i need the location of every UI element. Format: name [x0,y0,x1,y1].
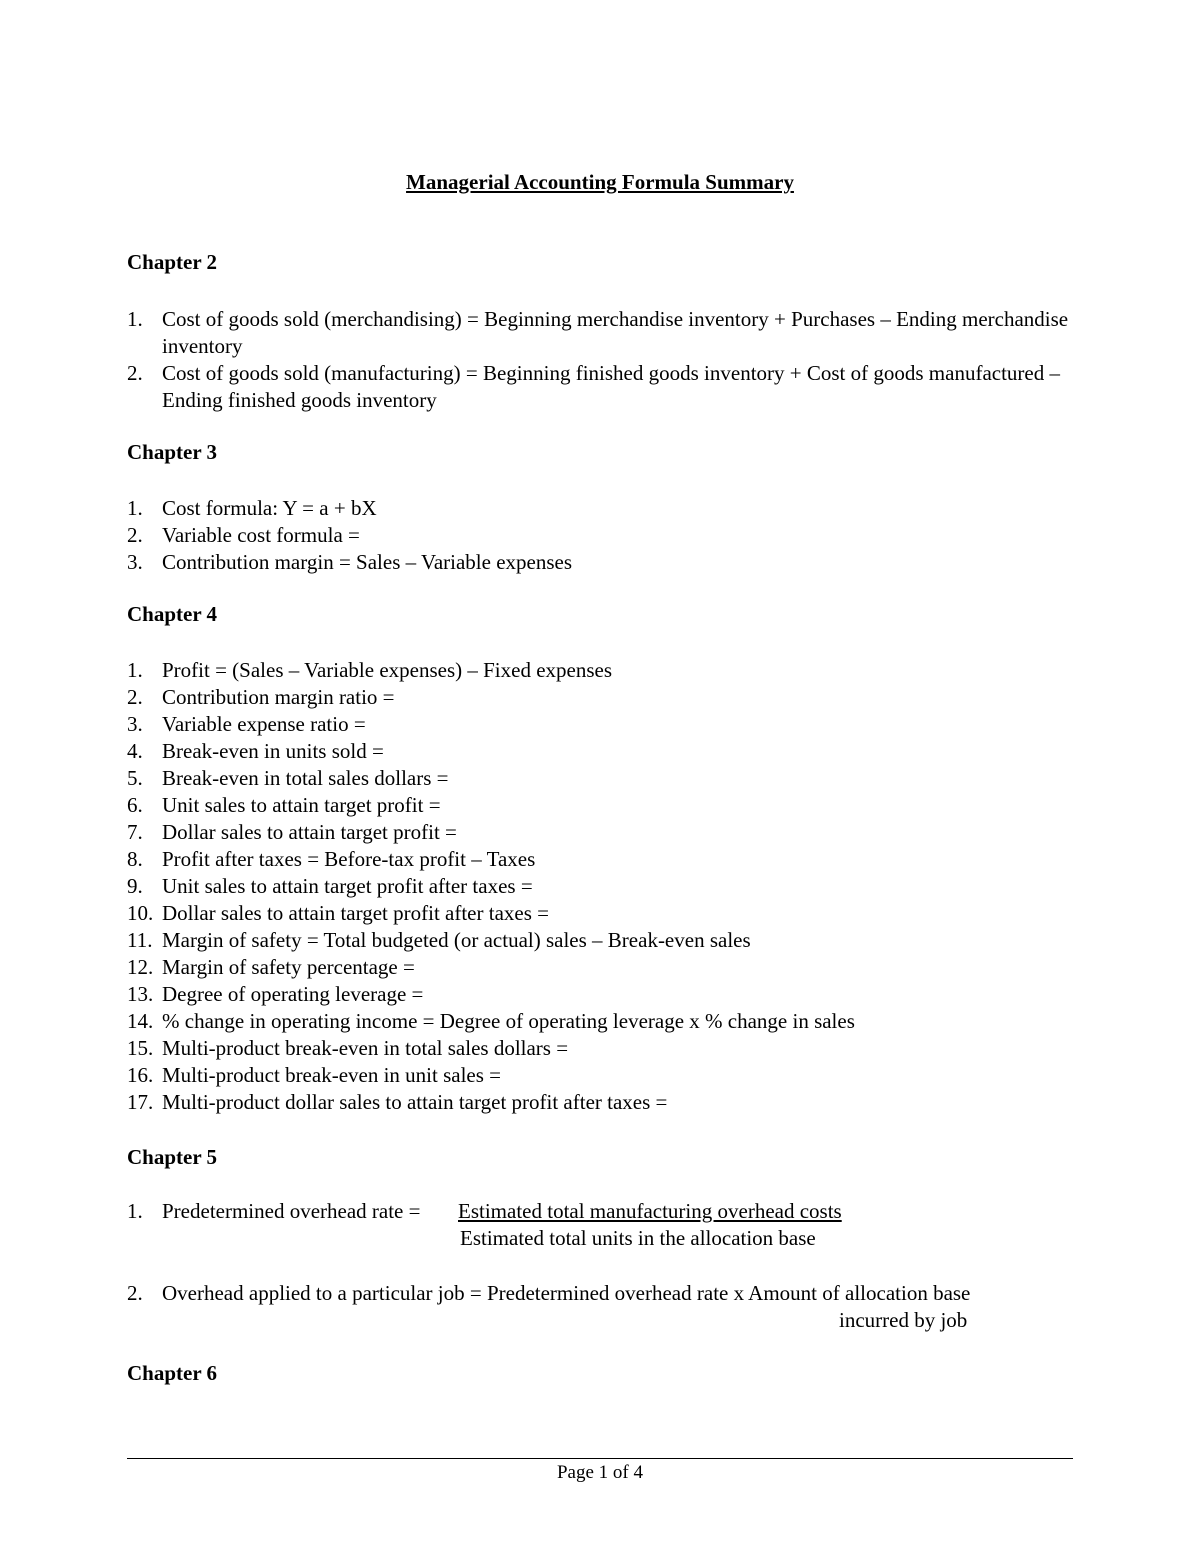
item-text: Multi-product dollar sales to attain target profit after taxes = [162,1090,668,1114]
list-item [127,1089,1077,1116]
item-text: Contribution margin = Sales – Variable expenses [162,550,573,574]
chapter-4-list [127,657,1077,1116]
list-item [127,657,1077,684]
chapter-5-heading: Chapter 5 [127,1145,218,1169]
item-number: 13. [127,982,154,1006]
list-item [127,495,1077,522]
list-item [127,1035,1077,1062]
footer-divider [127,1458,1073,1459]
item-text: Profit = (Sales – Variable expenses) – Fixed expenses [162,658,613,682]
item-number: 3. [127,550,143,574]
item-text: Unit sales to attain target profit after taxes = [162,874,533,898]
chapter-2-heading: Chapter 2 [127,250,218,274]
page-number: Page 1 of 4 [556,1462,643,1483]
item-number: 12. [127,955,154,979]
item-text: Margin of safety percentage = [162,955,415,979]
item-text: % change in operating income = Degree of operating leverage x % change in sales [162,1009,855,1033]
list-item [127,306,1077,360]
item-number: 1. [127,1199,143,1223]
chapter-6-heading: Chapter 6 [127,1361,218,1385]
formula-denominator: Estimated total units in the allocation base [460,1226,816,1250]
item-number: 14. [127,1009,154,1033]
list-item [127,954,1077,981]
formula-continuation: incurred by job [839,1308,968,1332]
item-number: 1. [127,496,143,520]
item-text: Contribution margin ratio = [162,685,395,709]
item-number: 5. [127,766,143,790]
item-text: Break-even in total sales dollars = [162,766,449,790]
item-text: Multi-product break-even in total sales dollars = [162,1036,569,1060]
item-number: 3. [127,712,143,736]
item-number: 7. [127,820,143,844]
list-item [127,711,1077,738]
item-text: Degree of operating leverage = [162,982,424,1006]
item-number: 10. [127,901,154,925]
item-number: 1. [127,658,143,682]
item-text: Variable expense ratio = [162,712,366,736]
list-item [127,819,1077,846]
item-text: Margin of safety = Total budgeted (or actual) sales – Break-even sales [162,928,751,952]
item-text: Multi-product break-even in unit sales = [162,1063,502,1087]
list-item [127,1008,1077,1035]
item-text: Dollar sales to attain target profit = [162,820,457,844]
item-number: 17. [127,1090,154,1114]
item-number: 2. [127,1281,143,1305]
list-item [127,792,1077,819]
item-text: Cost of goods sold (merchandising) = Beginning merchandise inventory + Purchases – Ending merchandise inventory [162,307,1069,358]
item-text: Cost formula: Y = a + bX [162,496,377,520]
list-item [127,522,1077,549]
item-number: 2. [127,685,143,709]
list-item [127,873,1077,900]
formula-label: Predetermined overhead rate = [162,1199,421,1223]
list-item [127,684,1077,711]
chapter-2-list [127,306,1077,414]
item-number: 1. [127,307,143,331]
item-text: Profit after taxes = Before-tax profit – Taxes [162,847,536,871]
item-number: 15. [127,1036,154,1060]
item-number: 6. [127,793,143,817]
chapter-4-heading: Chapter 4 [127,602,218,626]
list-item [127,846,1077,873]
item-number: 8. [127,847,143,871]
item-text: Unit sales to attain target profit = [162,793,441,817]
list-item [127,1062,1077,1089]
item-number: 4. [127,739,143,763]
list-item [127,900,1077,927]
item-number: 2. [127,523,143,547]
list-item [127,927,1077,954]
item-text: Dollar sales to attain target profit after taxes = [162,901,549,925]
formula-label: Overhead applied to a particular job = Predetermined overhead rate x Amount of allocation base [162,1281,971,1305]
chapter-3-list [127,495,1077,576]
formula-numerator: Estimated total manufacturing overhead costs [458,1199,842,1223]
item-number: 16. [127,1063,154,1087]
list-item [127,738,1077,765]
item-text: Cost of goods sold (manufacturing) = Beginning finished goods inventory + Cost of goods manufactured – Ending finished goods inventory [162,361,1060,412]
list-item [127,549,1077,576]
chapter-3-heading: Chapter 3 [127,440,218,464]
item-number: 2. [127,361,143,385]
list-item [127,981,1077,1008]
item-number: 11. [127,928,153,952]
list-item [127,360,1077,414]
item-text: Break-even in units sold = [162,739,384,763]
item-number: 9. [127,874,143,898]
list-item [127,765,1077,792]
item-text: Variable cost formula = [162,523,360,547]
document-title: Managerial Accounting Formula Summary [406,170,794,194]
